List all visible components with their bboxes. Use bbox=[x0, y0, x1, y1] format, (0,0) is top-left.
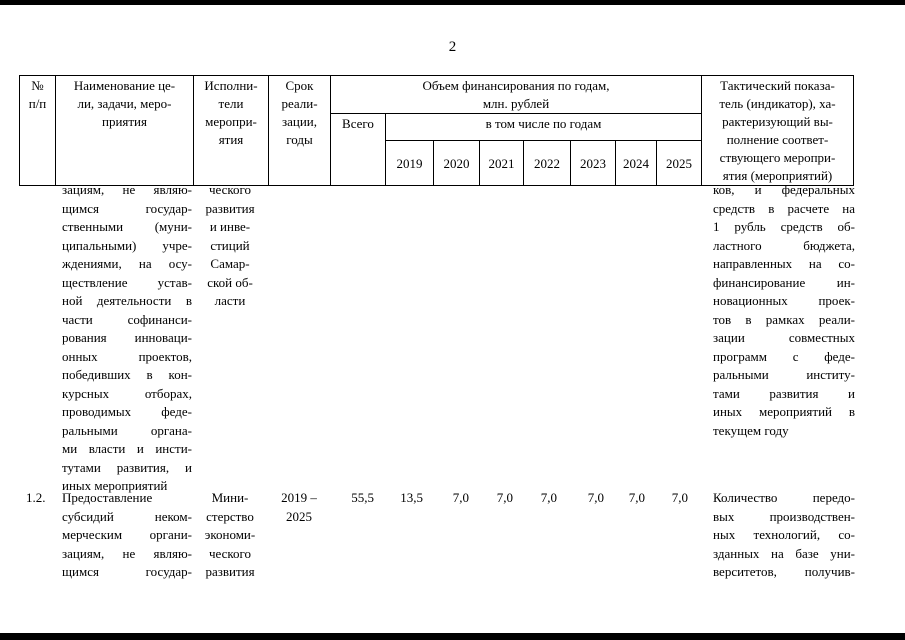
row-1-2-value-2024: 7,0 bbox=[628, 490, 645, 505]
row-1-2-name: Предоставление субсидий неком- мерческим органи- зациям, не являю- щимся государ- bbox=[62, 490, 192, 579]
top-border-rule bbox=[0, 0, 905, 5]
row-1-2-executors: Мини- стерство экономи- ческого развития bbox=[204, 490, 256, 579]
header-col-total: Всего bbox=[331, 114, 386, 186]
header-col-term: Срок реали- зации, годы bbox=[269, 76, 331, 186]
header-col-indicator: Тактический показа- тель (индикатор), ха- рактеризующий вы- полнение соответ- ствующего меропри- ятия (мероприятий) bbox=[702, 76, 854, 186]
table-header bbox=[19, 75, 854, 186]
header-including-by-years: в том числе по годам bbox=[386, 114, 702, 141]
header-year-2021: 2021 bbox=[480, 141, 524, 186]
row-1-2-value-2022: 7,0 bbox=[540, 490, 557, 505]
header-year-2022: 2022 bbox=[524, 141, 571, 186]
continuation-row-executors: ческого развития и инве- стиций Самар- ской об- ласти bbox=[205, 182, 255, 308]
row-1-2-term: 2019 – 2025 bbox=[281, 490, 317, 524]
continuation-row-indicator: ков, и федеральных средств в расчете на 1 рубль средств об- ластного бюджета, направленных на со- финансирование ин- новационных проек- тов в рамках реали- зации совместных программ с феде- ральными институ- тами развития и иных мероприятий в текущем году bbox=[713, 182, 855, 438]
row-1-2-value-2023: 7,0 bbox=[587, 490, 604, 505]
bottom-border-rule bbox=[0, 633, 905, 640]
row-1-2-value-2021: 7,0 bbox=[496, 490, 513, 505]
header-col-executors: Исполни- тели меропри- ятия bbox=[194, 76, 269, 186]
continuation-row-name: зациям, не являю- щимся государ- ственными (муни- ципальными) учре- ждениями, на осу- ществление устав- ной деятельности в части софинанси- рования инноваци- онных проектов, победивших в кон- курсных отборах, проводимых феде- ральными органа- ми власти и инсти- тутами развития, и иных мероприятий bbox=[62, 182, 192, 493]
header-year-2024: 2024 bbox=[616, 141, 657, 186]
header-year-2023: 2023 bbox=[571, 141, 616, 186]
header-col-number: № п/п bbox=[20, 76, 56, 186]
header-year-2019: 2019 bbox=[386, 141, 434, 186]
row-1-2-indicator: Количество передо- вых производствен- ных технологий, со- зданных на базе уни- верситетов, получив- bbox=[713, 490, 855, 579]
header-year-2020: 2020 bbox=[434, 141, 480, 186]
row-1-2-total: 55,5 bbox=[351, 490, 374, 505]
row-1-2-value-2025: 7,0 bbox=[671, 490, 688, 505]
header-col-name: Наименование це- ли, задачи, меро- приятия bbox=[56, 76, 194, 186]
page-number: 2 bbox=[448, 39, 457, 55]
header-year-2025: 2025 bbox=[657, 141, 702, 186]
row-1-2-value-2020: 7,0 bbox=[452, 490, 469, 505]
header-col-financing: Объем финансирования по годам, млн. рублей bbox=[331, 76, 702, 114]
row-1-2-value-2019: 13,5 bbox=[400, 490, 423, 505]
row-1-2-number: 1.2. bbox=[26, 490, 46, 505]
